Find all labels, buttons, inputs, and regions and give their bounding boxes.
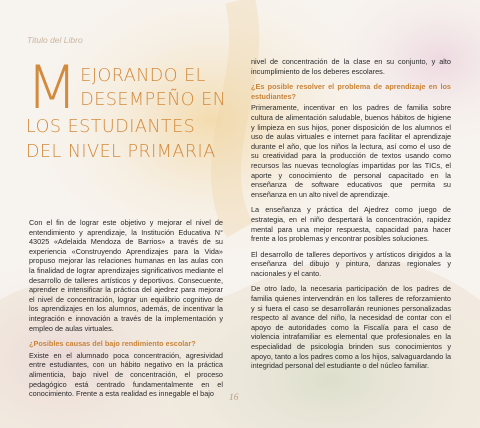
article-title (26, 53, 236, 164)
paragraph: El desarrollo de talleres deportivos y artísticos dirigidos a la enseñanza del dibujo y pintura, danzas regionales y nacionales y el canto. (251, 249, 451, 278)
page-number: 16 (229, 393, 239, 403)
title-line-1: EJORANDO EL (80, 66, 206, 86)
title-line-2: DESEMPEÑO EN (80, 90, 227, 110)
paragraph: Con el fin de lograr este objetivo y mejorar el nivel de entendimiento y aprendizaje, la Institución Educativa N° 43025 «Adelaida Mendoza de Barrios» a través de su experiencia «Construyendo Aprendizajes para la Vida» propuso mejorar las relaciones humanas en las aulas con la finalidad de lograr aprendizajes significativos mediante el desarrollo de talleres artísticos y deportivos. Consecuente, aprender e intensificar la práctica del ajedrez para mejorar el nivel de concentración, lograr un equilibrio cognitivo de los aprendizajes en los alumnos, además, de incentivar la integración e innovación a través de la implementación y empleo de aulas virtuales. (29, 218, 223, 333)
section-heading: ¿Posibles causas del bajo rendimiento escolar? (29, 339, 196, 349)
section-heading: ¿Es posible resolver el problema de aprendizaje en los estudiantes? (251, 82, 451, 101)
paragraph: De otro lado, la necesaria participación de los padres de familia quienes intervendrán en los talleres de reforzamiento y si fuera el caso se desarrollarán reuniones personalizadas respecto al avance del niño, la necesidad de contar con el apoyo de autoridades como la Fiscalía para el caso de violencia intrafamiliar es elemental que profesionales en la especialidad de psicología brinden sus conocimientos y apoyo, tanto a los padres como a los hijos, salvaguardando la integridad personal del estudiante o del núcleo familiar. (251, 284, 451, 371)
title-initial: M (26, 53, 79, 123)
paragraph: nivel de concentración de la clase en su conjunto, y alto incumplimiento de los deberes escolares. (251, 57, 451, 76)
right-column (251, 57, 451, 377)
running-head: Titulo del Libro (27, 35, 83, 45)
paragraph: La enseñanza y práctica del Ajedrez como juego de estrategia, en el niño despertará la concentración, rapidez mental para una mejor respuesta, capacidad para hacer frente a los problemas y encontrar posibles soluciones. (251, 205, 451, 244)
title-line-4: DEL NIVEL PRIMARIA (26, 142, 216, 162)
title-line-3: LOS ESTUDIANTES (26, 117, 196, 137)
left-column (29, 218, 223, 405)
paragraph: Primeramente, incentivar en los padres de familia sobre cultura de alimentación saludable, buenos hábitos de higiene y limpieza en sus hijos, poner disposición de los alumnos el uso de aulas virtuales e internet para facilitar el aprendizaje durante el año, que los niños la lectura, así como el uso de su creatividad para la producción de textos usando como recursos las nuevas tecnologías impartidas por las TICs, el aporte y conocimiento de personal capacitado en la enseñanza de software educativos que permita su enseñanza en un alto nivel de aprendizaje. (251, 103, 451, 199)
paragraph: Existe en el alumnado poca concentración, agresividad entre estudiantes, con un hábito negativo en la práctica alimenticia, bajo nivel de concentración, el proceso pedagógico está centrado fundamentalmente en el conocimiento. Frente a esta realidad es innegable el bajo (29, 350, 223, 399)
